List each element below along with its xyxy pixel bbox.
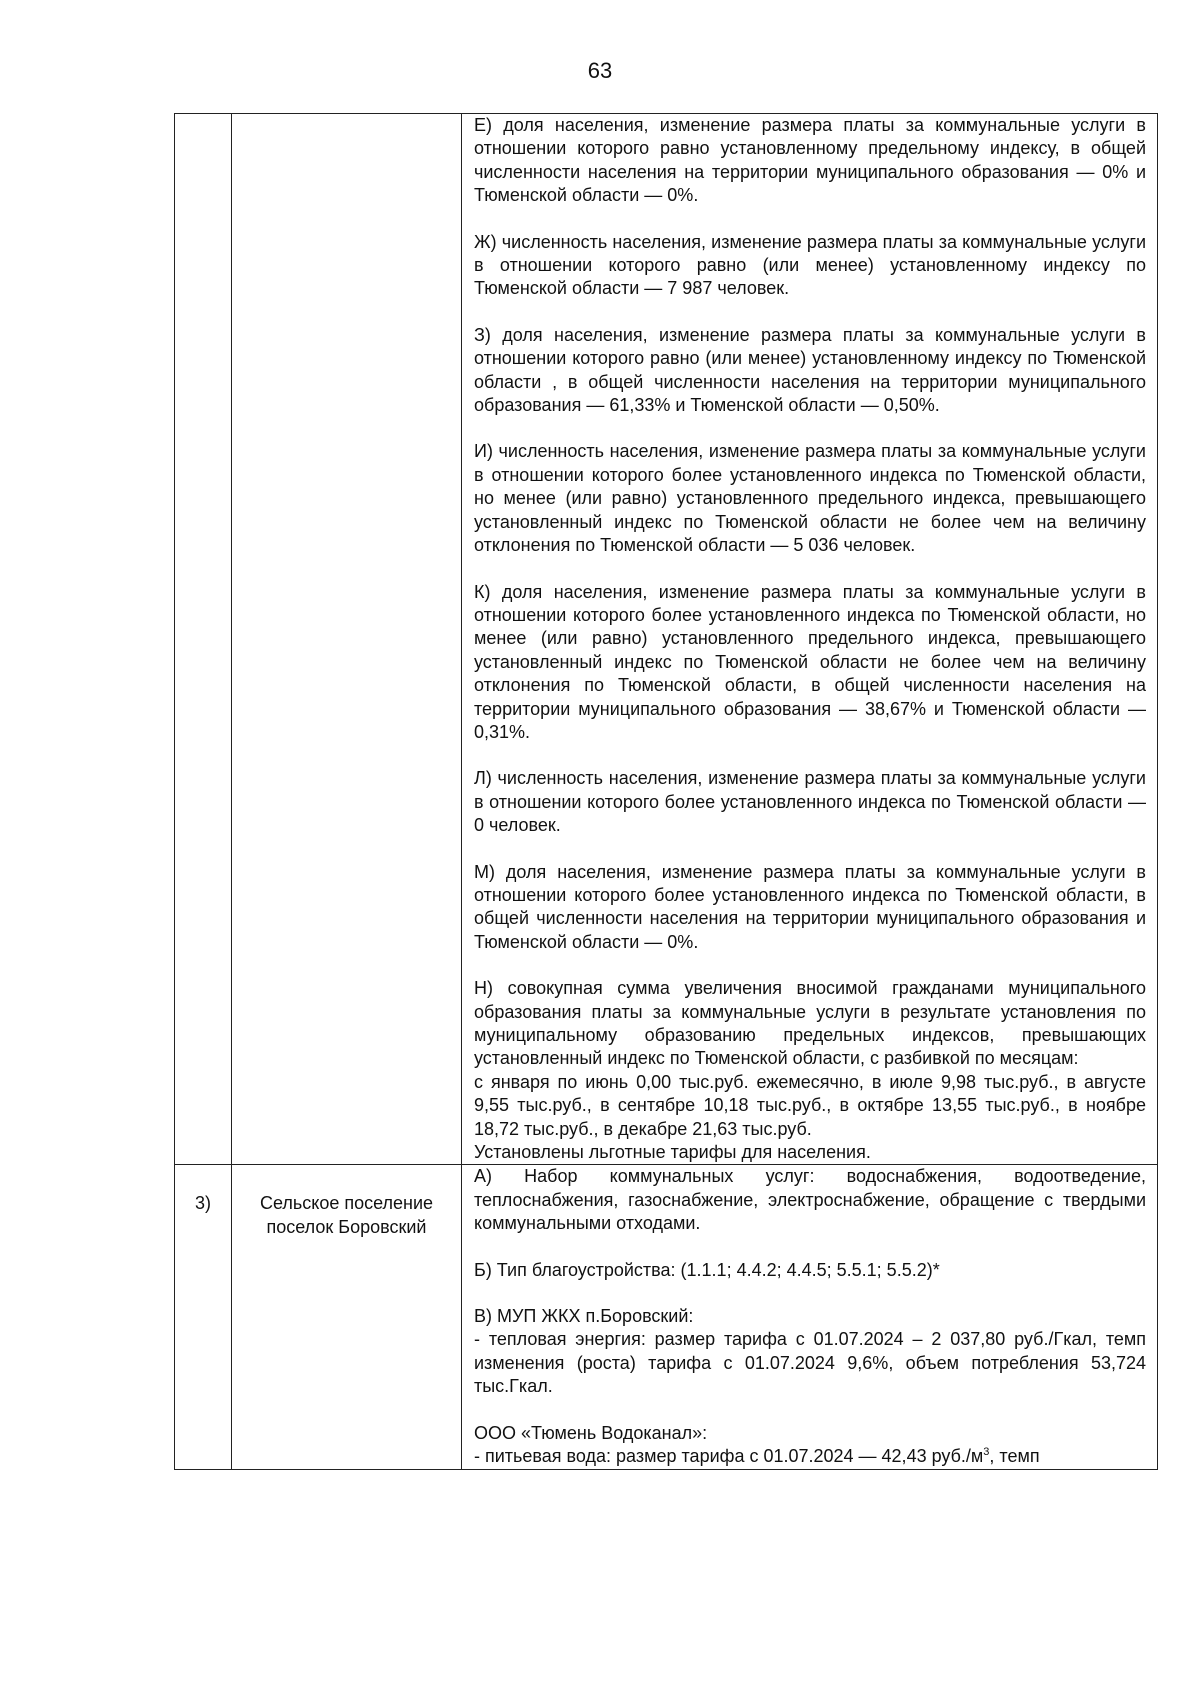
indicators-cell <box>462 114 1158 1165</box>
paragraph-z: З) доля населения, изменение размера платы за коммунальные услуги в отношении которого равно (или менее) установленному индексу по Тюменской области , в общей численности населения на территории муниципального образования — 61,33% и Тюменской области — 0,50%. <box>474 324 1146 416</box>
paragraph-m: М) доля населения, изменение размера платы за коммунальные услуги в отношении которого более установленного индекса по Тюменской области, в общей численности населения на территории муниципального образования и Тюменской области — 0%. <box>474 861 1146 952</box>
paragraph-n-intro: Н) совокупная сумма увеличения вносимой гражданами муниципального образования платы за коммунальные услуги в результате установления по муниципальному образованию предельных индексов, превышающих установленный индекс по Тюменской области, с разбивкой по месяцам: <box>474 978 1146 1069</box>
provider-text-heat: - тепловая энергия: размер тарифа с 01.07.2024 – 2 037,80 руб./Гкал, темп изменения (роста) тарифа с 01.07.2024 9,6%, объем потребления 53,724 тыс.Гкал. <box>474 1329 1146 1397</box>
cubic-superscript: 3 <box>983 1446 990 1459</box>
provider-title-mup: В) МУП ЖКХ п.Боровский: <box>474 1306 694 1327</box>
row-number-cell <box>175 114 232 1165</box>
provider-text-water <box>474 1445 1146 1468</box>
paragraph-a-services: А) Набор коммунальных услуг: водоснабжения, водоотведение, теплоснабжения, газоснабжение, электроснабжение, обращение с твердыми коммунальными отходами. <box>474 1166 1146 1234</box>
paragraph-n-months: с января по июнь 0,00 тыс.руб. ежемесячно, в июле 9,98 тыс.руб., в августе 9,55 тыс.руб., в сентябре 10,18 тыс.руб., в октябре 13,55 тыс.руб., в ноябре 18,72 тыс.руб., в декабре 21,63 тыс.руб. <box>474 1071 1146 1139</box>
paragraph-i: И) численность населения, изменение размера платы за коммунальные услуги в отношении которого более установленного индекса по Тюменской области, но менее (или равно) установленного предельного индекса, превышающего установленный индекс по Тюменской области не более чем на величину отклонения по Тюменской области — 5 036 человек. <box>474 441 1146 556</box>
page-number: 63 <box>587 58 613 83</box>
services-cell <box>462 1165 1158 1469</box>
municipality-name-cell <box>232 114 462 1165</box>
paragraph-b-improvement: Б) Тип благоустройства: (1.1.1; 4.4.2; 4.4.5; 5.5.1; 5.5.2)* <box>474 1259 940 1280</box>
provider-title-vodokanal: ООО «Тюмень Водоканал»: <box>474 1422 708 1443</box>
water-tariff-text: - питьевая вода: размер тарифа с 01.07.2024 — 42,43 руб./м <box>474 1446 984 1467</box>
document-table <box>174 113 1158 1470</box>
table-row <box>175 1165 1158 1469</box>
row-number-cell: 3) <box>175 1165 232 1469</box>
paragraph-zh: Ж) численность населения, изменение размера платы за коммунальные услуги в отношении которого равно (или менее) установленному индексу по Тюменской области — 7 987 человек. <box>474 231 1146 299</box>
water-tariff-tail: , темп <box>989 1446 1040 1467</box>
paragraph-k: К) доля населения, изменение размера платы за коммунальные услуги в отношении которого более установленного индекса по Тюменской области, но менее (или равно) установленного предельного индекса, превышающего установленный индекс по Тюменской области не более чем на величину отклонения по Тюменской области, в общей численности населения на территории муниципального образования — 38,67% и Тюменской области — 0,31%. <box>474 581 1146 742</box>
table-row <box>175 114 1158 1165</box>
paragraph-n-note: Установлены льготные тарифы для населения. <box>474 1142 871 1163</box>
paragraph-l: Л) численность населения, изменение размера платы за коммунальные услуги в отношении которого более установленного индекса по Тюменской области — 0 человек. <box>474 768 1146 836</box>
paragraph-e: Е) доля населения, изменение размера платы за коммунальные услуги в отношении которого равно установленному предельному индексу, в общей численности населения на территории муниципального образования — 0% и Тюменской области — 0%. <box>474 115 1146 206</box>
municipality-name-cell: Сельское поселение поселок Боровский <box>232 1165 462 1469</box>
